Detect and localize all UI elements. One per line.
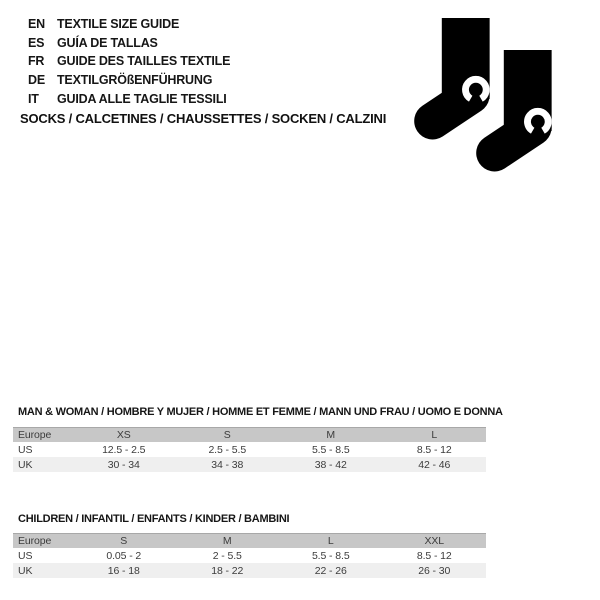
- lang-code: IT: [28, 91, 39, 106]
- lang-code: EN: [28, 17, 45, 32]
- cell: 18 - 22: [211, 564, 244, 577]
- cell: 2.5 - 5.5: [208, 443, 247, 456]
- header-cell: XS: [116, 429, 131, 441]
- header-cell: XXL: [424, 535, 445, 547]
- cell: 8.5 - 12: [416, 549, 452, 562]
- size-table-children: [13, 533, 486, 578]
- header-cell: S: [223, 429, 231, 441]
- header-cell: M: [326, 429, 336, 441]
- lang-code: ES: [28, 35, 45, 50]
- header-cell: L: [327, 535, 334, 547]
- socks-icon: [400, 10, 570, 180]
- cell: 5.5 - 8.5: [311, 443, 350, 456]
- cell: 22 - 26: [314, 564, 347, 577]
- cell: 34 - 38: [211, 458, 244, 471]
- header-cell: S: [120, 535, 128, 547]
- cell: 0.05 - 2: [106, 549, 142, 562]
- header-cell: L: [431, 429, 438, 441]
- table-row-us: [13, 442, 486, 457]
- language-list: [28, 15, 230, 108]
- lang-title: GUIDE DES TAILLES TEXTILE: [57, 54, 231, 69]
- lang-title: TEXTILGRÖßENFÜHRUNG: [57, 73, 213, 88]
- header-cell: M: [222, 535, 232, 547]
- cell: 8.5 - 12: [416, 443, 452, 456]
- product-category-line: SOCKS / CALCETINES / CHAUSSETTES / SOCKEN / CALZINI: [20, 111, 387, 126]
- header-cell: Europe: [18, 535, 52, 547]
- cell: 16 - 18: [107, 564, 140, 577]
- sock-left: [433, 18, 490, 121]
- table-title-children: CHILDREN / INFANTIL / ENFANTS / KINDER / BAMBINI: [18, 513, 290, 525]
- table-header-row: [13, 533, 486, 548]
- lang-code: FR: [28, 54, 45, 69]
- cell: 2 - 5.5: [212, 549, 242, 562]
- cell: 5.5 - 8.5: [311, 549, 350, 562]
- lang-title: GUÍA DE TALLAS: [57, 35, 158, 50]
- lang-code: DE: [28, 73, 45, 88]
- row-label: UK: [18, 564, 33, 577]
- lang-row-es: [28, 34, 230, 53]
- table-row-us: [13, 548, 486, 563]
- cell: 12.5 - 2.5: [102, 443, 146, 456]
- table-row-uk: [13, 563, 486, 578]
- header-cell: Europe: [18, 429, 52, 441]
- lang-row-fr: [28, 52, 230, 71]
- table-row-uk: [13, 457, 486, 472]
- cell: 26 - 30: [418, 564, 451, 577]
- lang-row-de: [28, 71, 230, 90]
- row-label: UK: [18, 458, 33, 471]
- row-label: US: [18, 443, 33, 456]
- cell: 42 - 46: [418, 458, 451, 471]
- table-title-man-woman: MAN & WOMAN / HOMBRE Y MUJER / HOMME ET FEMME / MANN UND FRAU / UOMO E DONNA: [18, 406, 503, 418]
- size-table-man-woman: [13, 427, 486, 472]
- lang-row-en: [28, 15, 230, 34]
- lang-title: TEXTILE SIZE GUIDE: [57, 17, 180, 32]
- table-header-row: [13, 427, 486, 442]
- cell: 30 - 34: [107, 458, 140, 471]
- lang-row-it: [28, 89, 230, 108]
- lang-title: GUIDA ALLE TAGLIE TESSILI: [57, 91, 227, 106]
- cell: 38 - 42: [314, 458, 347, 471]
- row-label: US: [18, 549, 33, 562]
- sock-right: [495, 50, 552, 153]
